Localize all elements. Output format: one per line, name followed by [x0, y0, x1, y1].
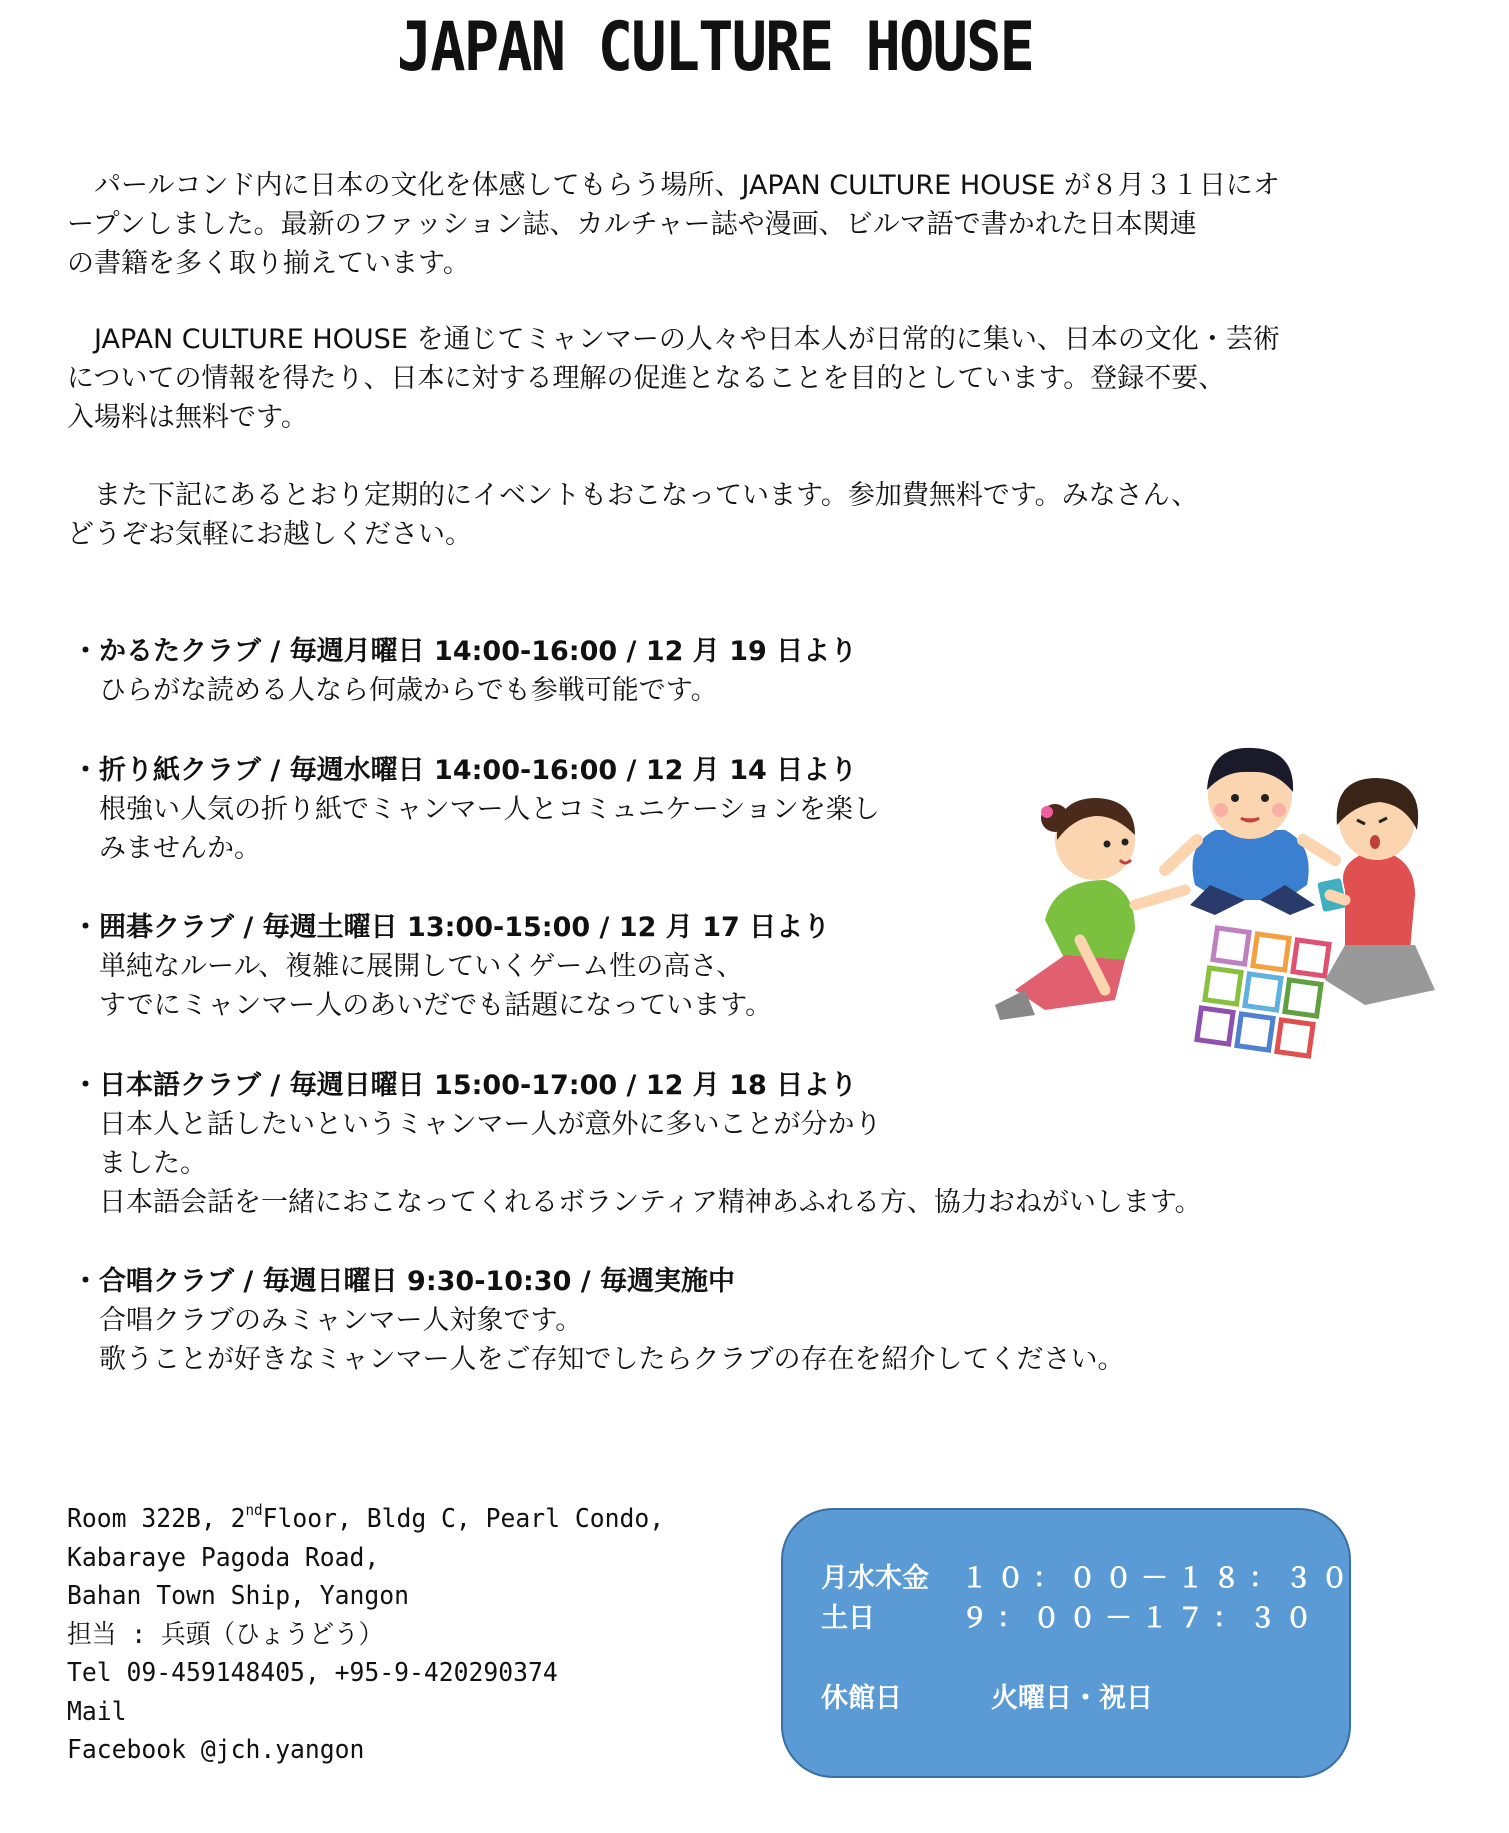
children-playing-illustration [985, 720, 1475, 1090]
opening-hours-box [781, 1508, 1357, 1778]
weekday-days: 月水木金 [821, 1563, 929, 1594]
club-heading: ・折り紙クラブ / 毎週水曜日 14:00-16:00 / 12 月 14 日より [72, 755, 858, 786]
boy-figure-icon [1165, 748, 1335, 915]
intro-line: JAPAN CULTURE HOUSE を通じてミャンマーの人々や日本人が日常的に集い、日本の文化・芸術 [67, 324, 1280, 355]
girl-figure-icon [995, 798, 1185, 1020]
intro-paragraph-3 [67, 476, 1397, 554]
intro-line: パールコンド内に日本の文化を体感してもらう場所、JAPAN CULTURE HOUSE が８月３１日にオ [67, 170, 1280, 201]
club-heading: ・囲碁クラブ / 毎週土曜日 13:00-15:00 / 12 月 17 日より [72, 912, 831, 943]
page-title: JAPAN CULTURE HOUSE [396, 8, 1034, 87]
intro-paragraph-2 [67, 320, 1397, 437]
address-line-3: Bahan Town Ship, Yangon [67, 1581, 410, 1611]
club-karuta [72, 632, 857, 710]
club-description: 日本人と話したいというミャンマー人が意外に多いことが分かり [99, 1109, 882, 1140]
club-origami [72, 751, 880, 868]
address-building: Floor, Bldg C, Pearl Condo, [262, 1504, 665, 1534]
intro-line: また下記にあるとおり定期的にイベントもおこなっています。参加費無料です。みなさん、 [67, 480, 1199, 511]
club-description: 日本語会話を一緒におこなってくれるボランティア精神あふれる方、協力おねがいします。 [99, 1187, 1202, 1218]
club-description: みませんか。 [99, 833, 261, 864]
club-go [72, 908, 830, 1025]
closed-label: 休館日 [821, 1683, 902, 1714]
closed-days: 火曜日・祝日 [991, 1683, 1153, 1714]
club-description: すでにミャンマー人のあいだでも話題になっています。 [99, 990, 773, 1021]
intro-paragraph-1 [67, 166, 1397, 283]
club-description: ひらがな読める人なら何歳からでも参戦可能です。 [99, 675, 718, 706]
karuta-cards-icon [1197, 928, 1329, 1056]
closed-days-row [821, 1676, 1153, 1715]
contact-mail: Mail [67, 1696, 127, 1727]
address-ordinal: nd [245, 1501, 263, 1519]
intro-line: についての情報を得たり、日本に対する理解の促進となることを目的としています。登録不要、 [67, 363, 1226, 394]
club-description: ました。 [99, 1148, 207, 1179]
weekend-hours [821, 1596, 1321, 1635]
club-description: 合唱クラブのみミャンマー人対象です。 [99, 1305, 583, 1336]
club-heading: ・日本語クラブ / 毎週日曜日 15:00-17:00 / 12 月 18 日より [72, 1070, 858, 1101]
contact-facebook: Facebook @jch.yangon [67, 1735, 365, 1765]
address-line-2: Kabaraye Pagoda Road, [67, 1542, 380, 1573]
intro-line: ープンしました。最新のファッション誌、カルチャー誌や漫画、ビルマ語で書かれた日本関連 [67, 209, 1197, 240]
intro-line: 入場料は無料です。 [67, 402, 308, 433]
contact-address [67, 1500, 664, 1770]
weekday-hours [821, 1556, 1357, 1595]
address-room: Room 322B, 2 [67, 1504, 246, 1534]
weekday-time: １０：００－１８：３０ [961, 1563, 1357, 1594]
contact-person: 担当 : 兵頭（ひょうどう） [67, 1619, 384, 1650]
intro-line: の書籍を多く取り揃えています。 [67, 248, 470, 279]
weekend-time: ９：００－１７：３０ [961, 1603, 1321, 1634]
weekend-days: 土日 [821, 1603, 875, 1634]
club-chorus [72, 1262, 1124, 1379]
club-heading: ・合唱クラブ / 毎週日曜日 9:30-10:30 / 毎週実施中 [72, 1266, 736, 1297]
intro-line: どうぞお気軽にお越しください。 [67, 519, 472, 550]
contact-phone: Tel 09-459148405, +95-9-420290374 [67, 1658, 558, 1688]
club-heading: ・かるたクラブ / 毎週月曜日 14:00-16:00 / 12 月 19 日より [72, 636, 858, 667]
club-description: 根強い人気の折り紙でミャンマー人とコミュニケーションを楽し [99, 794, 880, 825]
club-description: 歌うことが好きなミャンマー人をご存知でしたらクラブの存在を紹介してください。 [99, 1344, 1125, 1375]
woman-figure-icon [1317, 778, 1435, 1005]
club-description: 単純なルール、複雑に展開していくゲーム性の高さ、 [99, 951, 744, 982]
address-line-1 [67, 1500, 664, 1539]
